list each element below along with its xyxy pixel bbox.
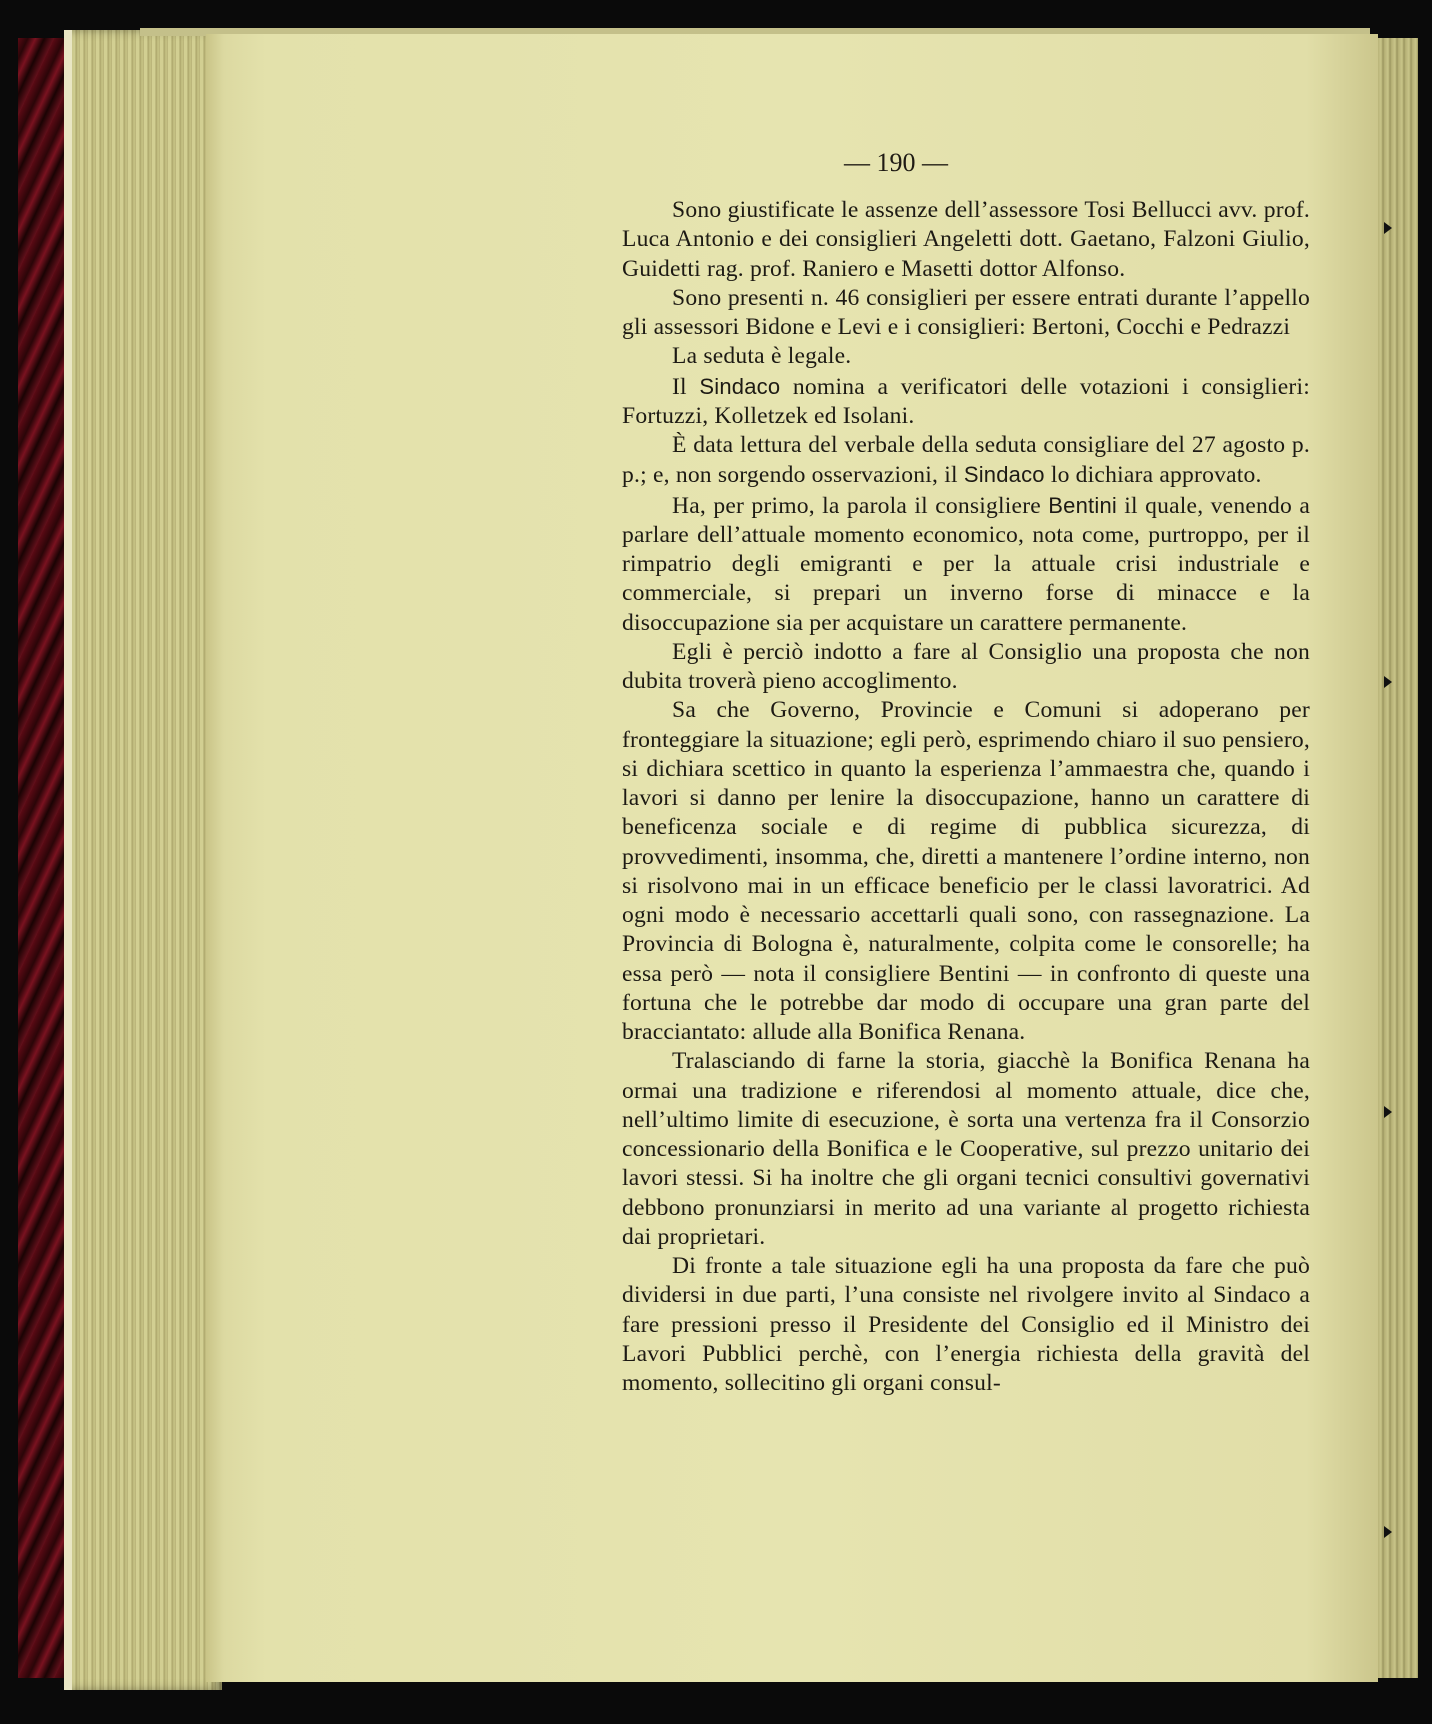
paragraph-text: Di fronte a tale situazione egli ha una proposta da fare che può dividersi in due parti, l’una consiste nel rivolgere invito al Sindaco a fare pressioni presso il Presidente del Consiglio ed il Ministro dei Lavori Pubblici perchè, con l’energia richiesta della gravità del momento, sollecitino gli organi consul- — [622, 1253, 1310, 1396]
paragraph-text: Egli è perciò indotto a fare al Consiglio una proposta che non dubita troverà pieno accoglimento. — [622, 638, 1310, 694]
paragraph-text: Sono presenti n. 46 consiglieri per essere entrati durante l’appello gli assessori Bidone e Levi e i consiglieri: Bertoni, Cocchi e Pedrazzi — [622, 284, 1310, 340]
paragraph-text: È data lettura del verbale della seduta consigliare del 27 agosto p. p.; e, non sorgendo osservazioni, il — [622, 432, 1310, 489]
paragraph — [622, 196, 1310, 284]
paragraph-text: Ha, per primo, la parola il consigliere — [672, 492, 1049, 519]
paragraph-text: nomina a verificatori delle votazioni i consiglieri: Fortuzzi, Kolletzek ed Isolani. — [622, 373, 1310, 429]
margin-mark — [1384, 1526, 1392, 1538]
paragraph-text: Il — [672, 373, 700, 400]
body-text — [622, 196, 1310, 1398]
speaker-name: Sindaco — [963, 462, 1045, 488]
paragraph — [622, 284, 1310, 343]
page-number: — 190 — — [844, 148, 948, 177]
speaker-name: Bentini — [1048, 492, 1117, 518]
paragraph — [622, 1252, 1310, 1398]
paragraph-text: Tralasciando di farne la storia, giacchè la Bonifica Renana ha ormai una tradizione e riferendosi al momento attuale, dice che, nell’ultimo limite di esecuzione, è sorta una vertenza fra il Consorzio concessionario della Bonifica e le Cooperative, sul prezzo unitario dei lavori stessi. Si ha inoltre che gli organi tecnici consultivi governativi debbono pronunziarsi in merito ad una variante al progetto richiesta dai proprietari. — [622, 1048, 1310, 1250]
page-edges-left — [64, 30, 222, 1690]
paragraph — [622, 1047, 1310, 1252]
paragraph — [622, 342, 1310, 371]
margin-mark — [1384, 676, 1392, 688]
paragraph-text: Sa che Governo, Provincie e Comuni si adoperano per fronteggiare la situazione; egli però, esprimendo chiaro il suo pensiero, si dichiara scettico in quanto la esperienza l’ammaestra che, quando i lavori si danno per lenire la disoccupazione, hanno un carattere di beneficenza sociale e di regime di pubblica sicurezza, di provvedimenti, insomma, che, diretti a mantenere l’ordine interno, non si risolvono mai in un efficace beneficio per le classi lavoratrici. Ad ogni modo è necessario accettarli quali sono, con rassegnazione. La Provincia di Bologna è, naturalmente, colpita come le consorelle; ha essa però — nota il consigliere Bentini — in confronto di queste una fortuna che le potrebbe dar modo di occupare una gran parte del bracciantato: allude alla Bonifica Renana. — [622, 697, 1310, 1045]
paragraph-text: lo dichiara approvato. — [1044, 462, 1262, 489]
paragraph-text: il quale, venendo a parlare dell’attuale momento economico, nota come, purtroppo, per il rimpatrio degli emigranti e per la attuale crisi industriale e commerciale, si prepari un inverno forse di minacce e la disoccupazione sia per acquistare un carattere permanente. — [622, 492, 1310, 636]
page-edges-right — [1378, 38, 1418, 1678]
paragraph — [622, 491, 1310, 638]
paragraph-text: Sono giustificate le assenze dell’assessore Tosi Bellucci avv. prof. Luca Antonio e dei consiglieri Angeletti dott. Gaetano, Falzoni Giulio, Guidetti rag. prof. Raniero e Masetti dottor Alfonso. — [622, 197, 1310, 282]
paragraph — [622, 372, 1310, 432]
paragraph — [622, 431, 1310, 491]
margin-mark — [1384, 1106, 1392, 1118]
paragraph — [622, 696, 1310, 1047]
speaker-name: Sindaco — [699, 373, 781, 399]
paragraph — [622, 638, 1310, 697]
paragraph-text: La seduta è legale. — [672, 343, 852, 370]
margin-mark — [1384, 222, 1392, 234]
